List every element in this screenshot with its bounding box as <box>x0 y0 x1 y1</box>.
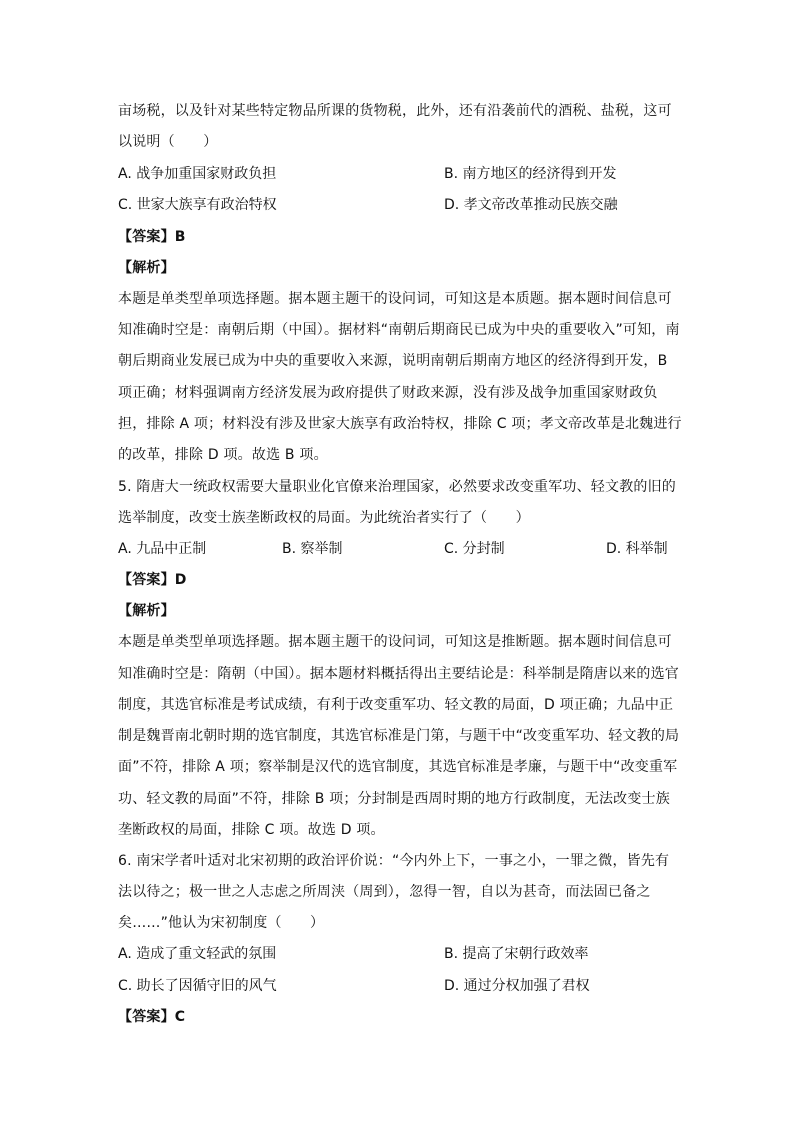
q5-analysis-line: 制是魏晋南北朝时期的选官制度，其选官标准是门第，与题干中“改变重军功、轻文教的局 <box>118 728 680 744</box>
q6-option-b: B. 提高了宋朝行政效率 <box>444 946 589 962</box>
q6-option-a: A. 造成了重文轻武的氛围 <box>118 946 277 962</box>
q4-stem-line-1: 亩场税，以及针对某些特定物品所课的货物税，此外，还有沿袭前代的酒税、盐税，这可 <box>118 103 672 119</box>
q4-analysis-line: 知准确时空是：南朝后期（中国）。据材料“南朝后期商民已成为中央的重要收入”可知，南 <box>118 322 680 338</box>
q5-stem-line-2: 选举制度，改变士族垄断政权的局面。为此统治者实行了（ ） <box>118 510 530 526</box>
q5-option-d: D. 科举制 <box>606 541 668 557</box>
q5-analysis-line: 知准确时空是：隋朝（中国）。据本题材料概括得出主要结论是：科举制是隋唐以来的选官 <box>118 666 679 682</box>
q4-option-c: C. 世家大族享有政治特权 <box>118 197 277 213</box>
q6-option-d: D. 通过分权加强了君权 <box>444 978 590 994</box>
q4-analysis-label: 【解析】 <box>118 260 175 276</box>
q4-option-a: A. 战争加重国家财政负担 <box>118 166 277 182</box>
q5-stem-line-1: 5. 隋唐大一统政权需要大量职业化官僚来治理国家，必然要求改变重军功、轻文教的旧的 <box>118 479 677 495</box>
q6-stem-line-2: 法以待之；极一世之人志虑之所周浃（周到），忽得一智，自以为甚奇，而法固已备之 <box>118 884 651 900</box>
q5-option-c: C. 分封制 <box>444 541 505 557</box>
q4-analysis-line: 担，排除 A 项；材料没有涉及世家大族享有政治特权，排除 C 项；孝文帝改革是北魏进行 <box>118 416 682 432</box>
q6-answer: 【答案】C <box>118 1009 186 1025</box>
q4-analysis-line: 本题是单类型单项选择题。据本题主题干的设问词，可知这是本质题。据本题时间信息可 <box>118 291 672 307</box>
q6-stem-line-3: 矣……”他认为宋初制度（ ） <box>118 915 325 931</box>
q5-analysis-line: 功、轻文教的局面”不符，排除 B 项；分封制是西周时期的地方行政制度，无法改变士族 <box>118 791 670 807</box>
q4-option-d: D. 孝文帝改革推动民族交融 <box>444 197 618 213</box>
q4-analysis-line: 的改革，排除 D 项。故选 B 项。 <box>118 447 328 463</box>
q4-stem-line-2: 以说明（ ） <box>118 134 218 150</box>
q6-stem-line-1: 6. 南宋学者叶适对北宋初期的政治评价说：“今内外上下，一事之小，一罪之微，皆先有 <box>118 853 670 869</box>
q5-analysis-line: 制度，其选官标准是考试成绩，有利于改变重军功、轻文教的局面，D 项正确；九品中正 <box>118 697 674 713</box>
q4-answer: 【答案】B <box>118 229 186 245</box>
q5-analysis-line: 垄断政权的局面，排除 C 项。故选 D 项。 <box>118 822 385 838</box>
q6-option-c: C. 助长了因循守旧的风气 <box>118 978 277 994</box>
q5-analysis-line: 面”不符，排除 A 项；察举制是汉代的选官制度，其选官标准是孝廉，与题干中“改变重军 <box>118 759 678 775</box>
q4-analysis-line: 朝后期商业发展已成为中央的重要收入来源，说明南朝后期南方地区的经济得到开发，B <box>118 353 668 369</box>
q4-analysis-line: 项正确；材料强调南方经济发展为政府提供了财政来源，没有涉及战争加重国家财政负 <box>118 385 658 401</box>
q5-answer: 【答案】D <box>118 572 187 588</box>
q4-option-b: B. 南方地区的经济得到开发 <box>444 166 617 182</box>
q5-option-a: A. 九品中正制 <box>118 541 207 557</box>
q5-analysis-line: 本题是单类型单项选择题。据本题主题干的设问词，可知这是推断题。据本题时间信息可 <box>118 634 672 650</box>
q5-option-b: B. 察举制 <box>282 541 343 557</box>
q5-analysis-label: 【解析】 <box>118 603 175 619</box>
